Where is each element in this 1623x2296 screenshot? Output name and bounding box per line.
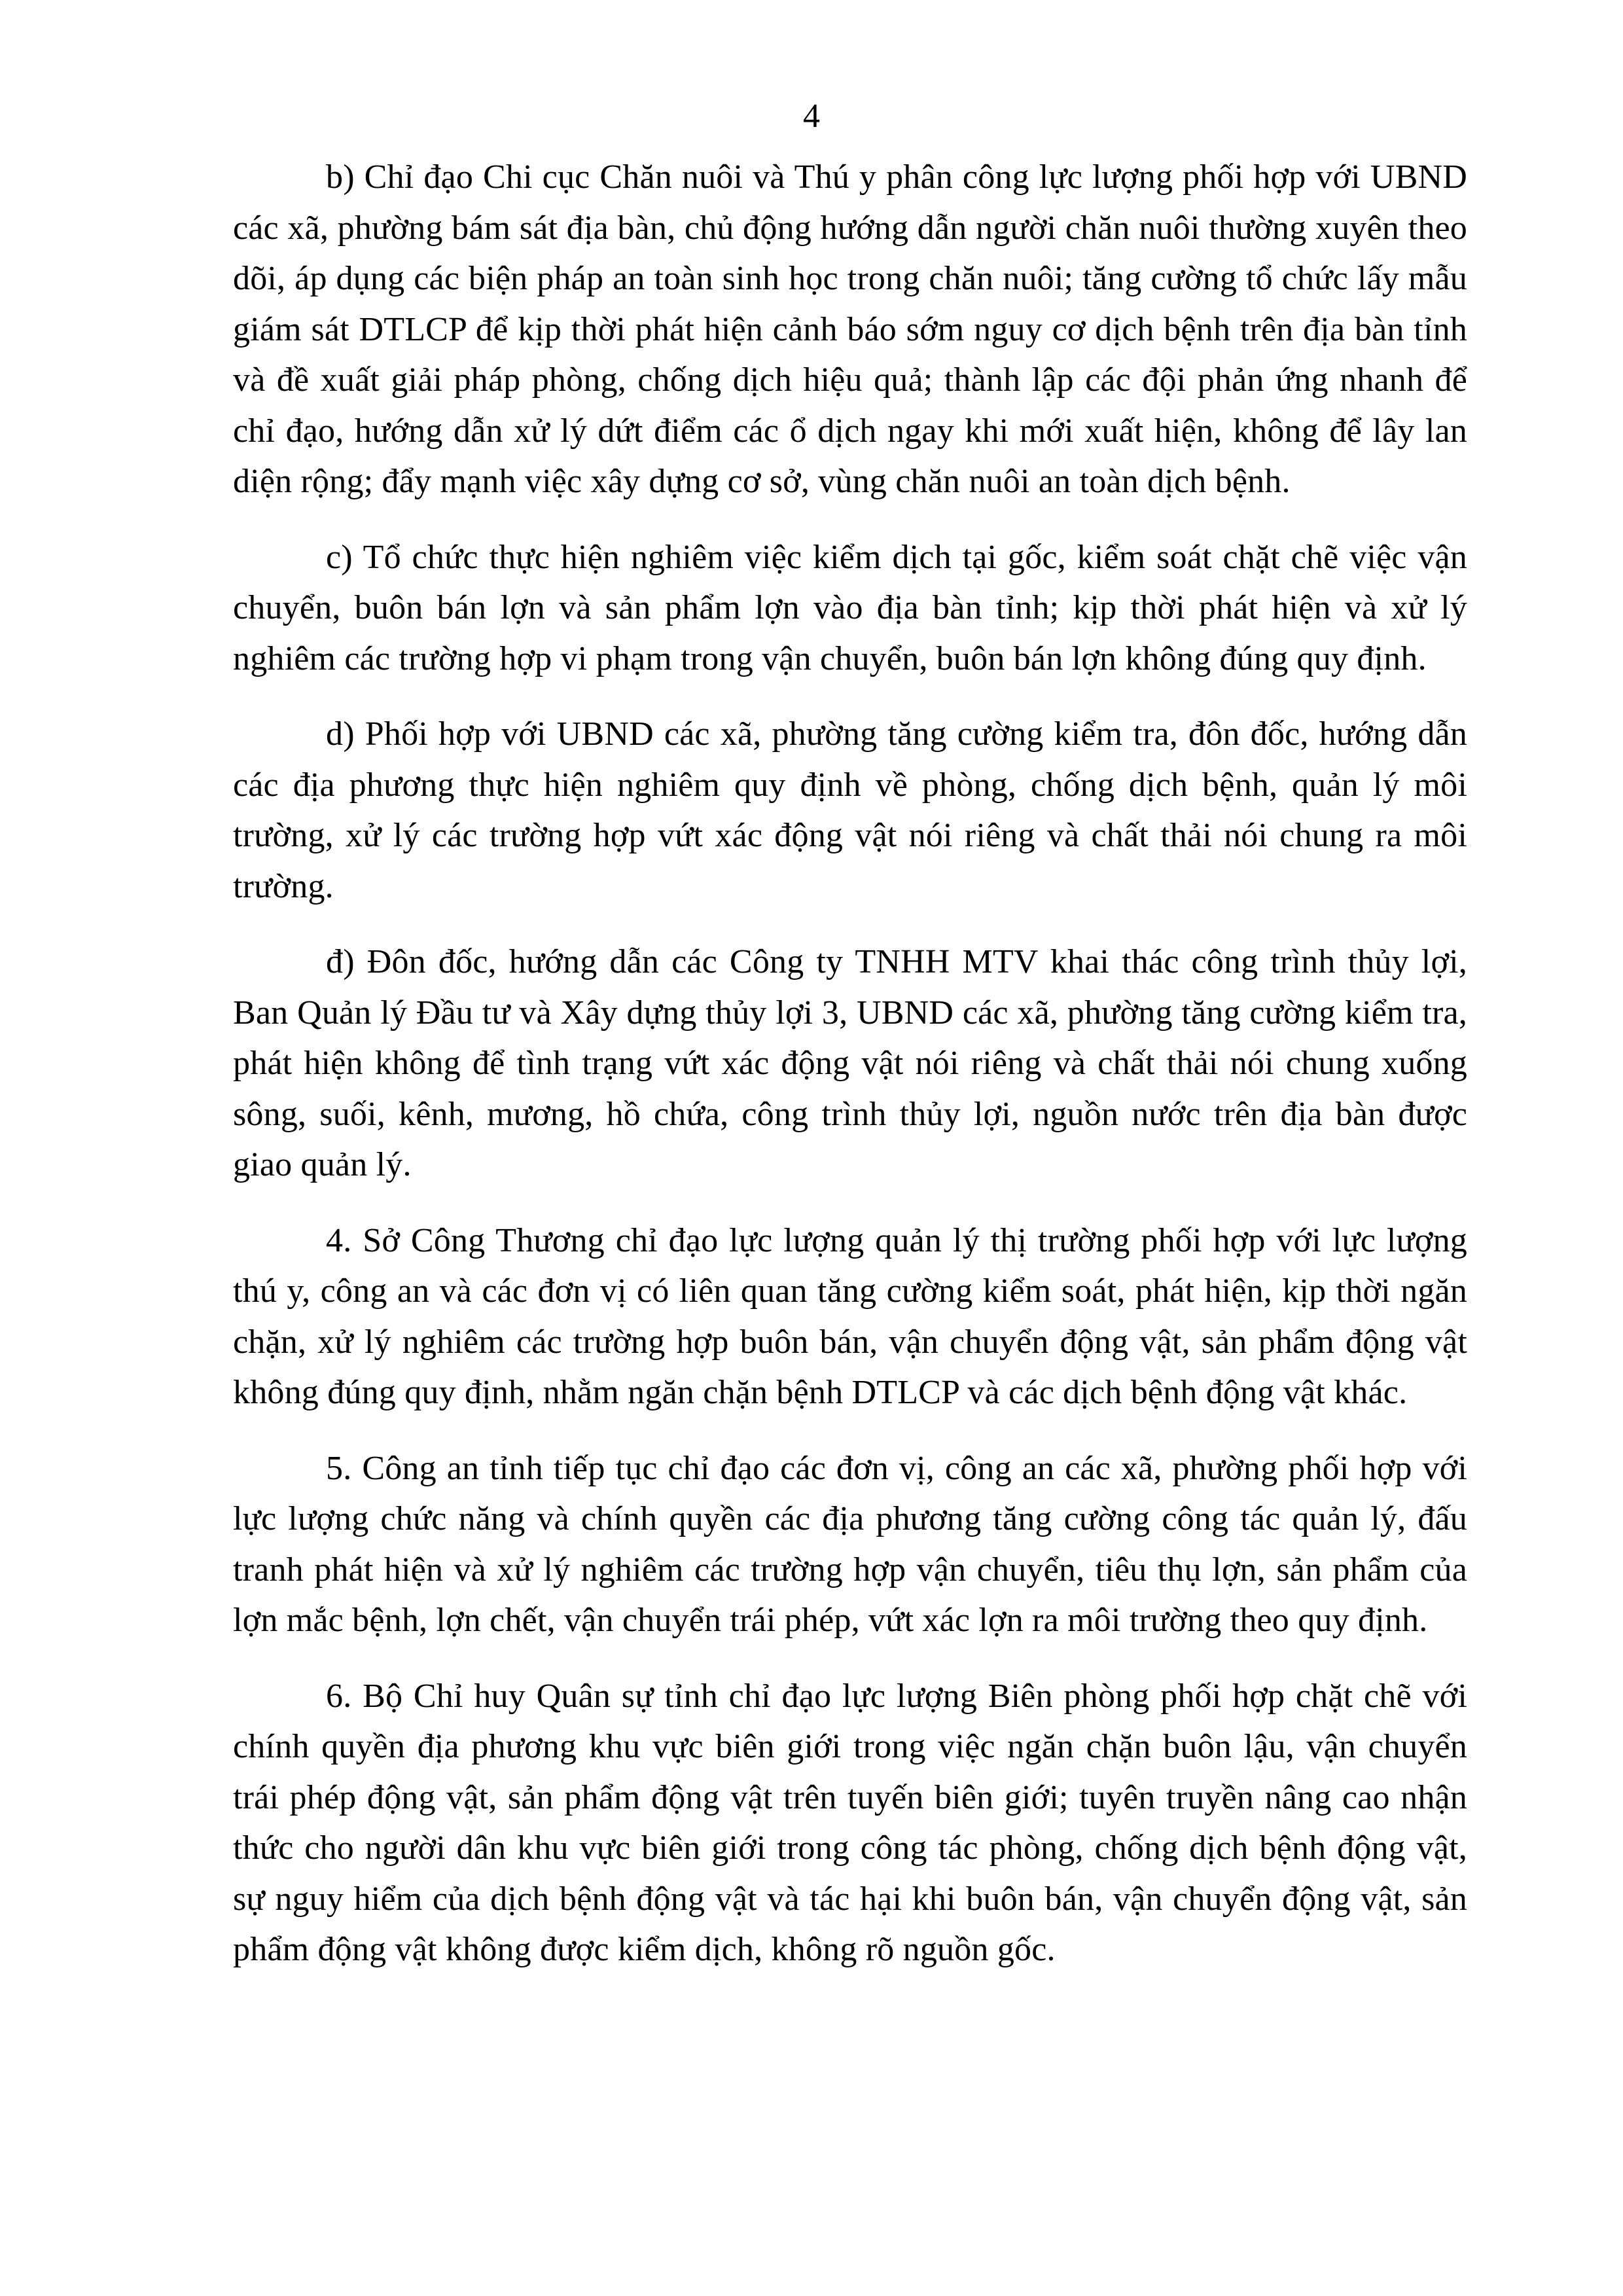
paragraph-b: b) Chỉ đạo Chi cục Chăn nuôi và Thú y phân công lực lượng phối hợp với UBND các xã, phường bám sát địa bàn, chủ động hướng dẫn người chăn nuôi thường xuyên theo dõi, áp dụng các biện pháp an toàn sinh học trong chăn nuôi; tăng cường tổ chức lấy mẫu giám sát DTLCP để kịp thời phát hiện cảnh báo sớm nguy cơ dịch bệnh trên địa bàn tỉnh và đề xuất giải pháp phòng, chống dịch hiệu quả; thành lập các đội phản ứng nhanh để chỉ đạo, hướng dẫn xử lý dứt điểm các ổ dịch ngay khi mới xuất hiện, không để lây lan diện rộng; đẩy mạnh việc xây dựng cơ sở, vùng chăn nuôi an toàn dịch bệnh.: [233, 158, 1467, 500]
page-number: 4: [803, 98, 820, 135]
paragraph-dd: đ) Đôn đốc, hướng dẫn các Công ty TNHH MTV khai thác công trình thủy lợi, Ban Quản lý Đầu tư và Xây dựng thủy lợi 3, UBND các xã, phường tăng cường kiểm tra, phát hiện không để tình trạng vứt xác động vật nói riêng và chất thải nói chung xuống sông, suối, kênh, mương, hồ chứa, công trình thủy lợi, nguồn nước trên địa bàn được giao quản lý.: [233, 943, 1467, 1183]
paragraph-d: d) Phối hợp với UBND các xã, phường tăng cường kiểm tra, đôn đốc, hướng dẫn các địa phương thực hiện nghiêm quy định về phòng, chống dịch bệnh, quản lý môi trường, xử lý các trường hợp vứt xác động vật nói riêng và chất thải nói chung ra môi trường.: [233, 715, 1467, 905]
paragraph-c: c) Tổ chức thực hiện nghiêm việc kiểm dịch tại gốc, kiểm soát chặt chẽ việc vận chuyển, buôn bán lợn và sản phẩm lợn vào địa bàn tỉnh; kịp thời phát hiện và xử lý nghiêm các trường hợp vi phạm trong vận chuyển, buôn bán lợn không đúng quy định.: [233, 538, 1467, 677]
paragraph-6: 6. Bộ Chỉ huy Quân sự tỉnh chỉ đạo lực lượng Biên phòng phối hợp chặt chẽ với chính quyền địa phương khu vực biên giới trong việc ngăn chặn buôn lậu, vận chuyển trái phép động vật, sản phẩm động vật trên tuyến biên giới; tuyên truyền nâng cao nhận thức cho người dân khu vực biên giới trong công tác phòng, chống dịch bệnh động vật, sự nguy hiểm của dịch bệnh động vật và tác hại khi buôn bán, vận chuyển động vật, sản phẩm động vật không được kiểm dịch, không rõ nguồn gốc.: [233, 1677, 1467, 1968]
paragraph-4: 4. Sở Công Thương chỉ đạo lực lượng quản lý thị trường phối hợp với lực lượng thú y, công an và các đơn vị có liên quan tăng cường kiểm soát, phát hiện, kịp thời ngăn chặn, xử lý nghiêm các trường hợp buôn bán, vận chuyển động vật, sản phẩm động vật không đúng quy định, nhằm ngăn chặn bệnh DTLCP và các dịch bệnh động vật khác.: [233, 1221, 1467, 1411]
paragraph-5: 5. Công an tỉnh tiếp tục chỉ đạo các đơn vị, công an các xã, phường phối hợp với lực lượng chức năng và chính quyền các địa phương tăng cường công tác quản lý, đấu tranh phát hiện và xử lý nghiêm các trường hợp vận chuyển, tiêu thụ lợn, sản phẩm của lợn mắc bệnh, lợn chết, vận chuyển trái phép, vứt xác lợn ra môi trường theo quy định.: [233, 1449, 1467, 1639]
document-body: [233, 152, 1467, 2000]
